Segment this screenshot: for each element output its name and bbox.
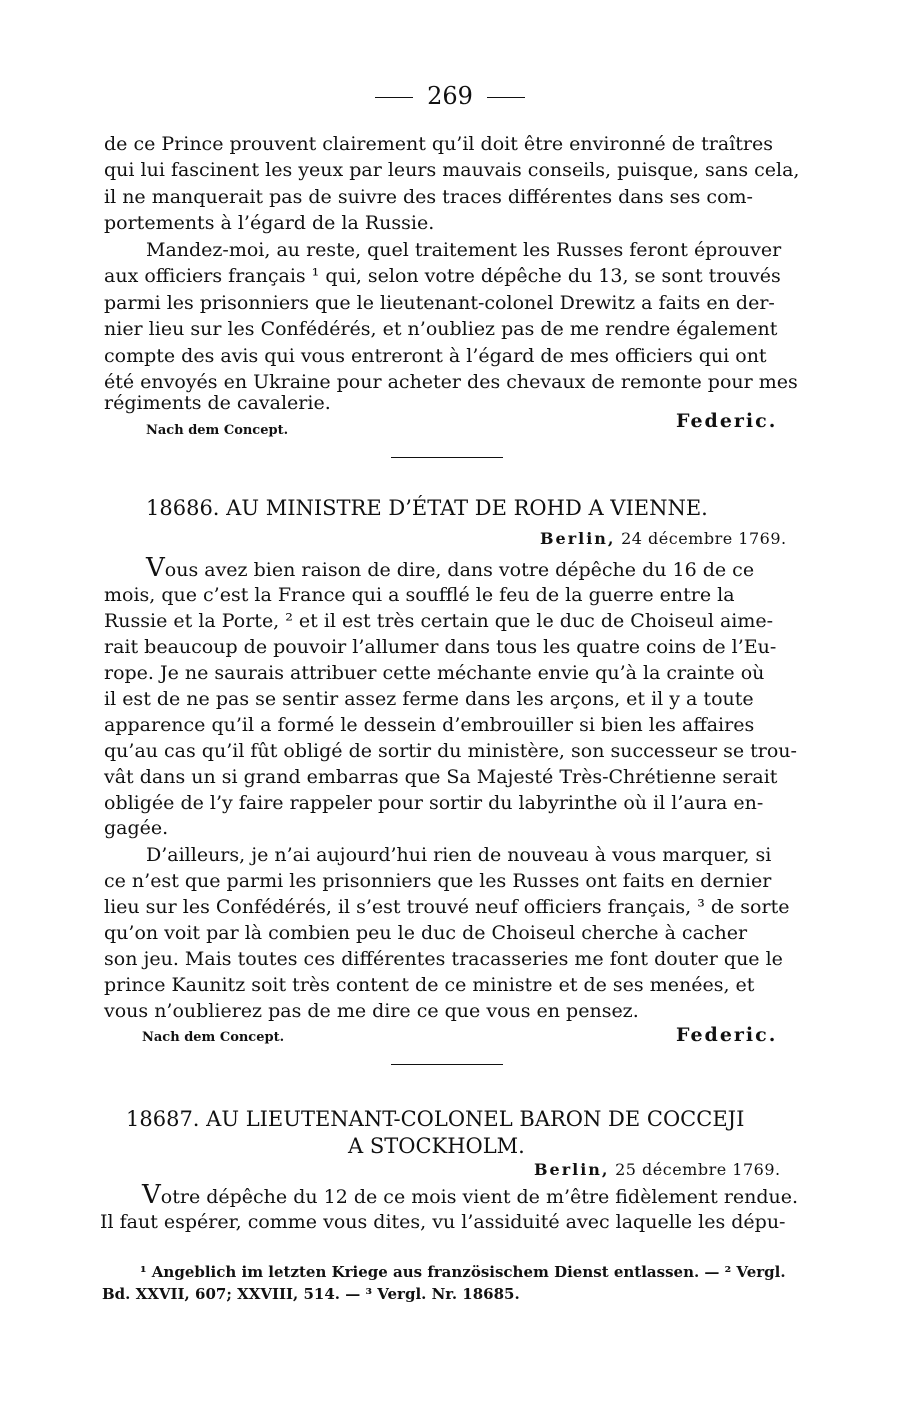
text-line: mois, que c’est la France qui a soufflé le feu de la guerre entre la: [104, 584, 735, 606]
dateline-date: 24 décembre 1769.: [621, 529, 787, 548]
text-line: otre dépêche du 12 de ce mois vient de m’être fidèlement rendue.: [160, 1186, 799, 1208]
text-line: compte des avis qui vous entreront à l’égard de mes officiers qui ont: [104, 345, 767, 367]
dateline-place: Berlin,: [534, 1160, 610, 1179]
text-line: parmi les prisonniers que le lieutenant-colonel Drewitz a faits en der-: [104, 292, 775, 314]
text-line: il ne manquerait pas de suivre des traces différentes dans ses com-: [104, 186, 753, 208]
text-line: rope. Je ne saurais attribuer cette méchante envie qu’à la crainte où: [104, 662, 765, 684]
header-dash-left: [375, 97, 413, 98]
paragraph-first-line: [146, 555, 846, 583]
text-line: ce n’est que parmi les prisonniers que les Russes ont faits en dernier: [104, 870, 772, 892]
text-line: ous avez bien raison de dire, dans votre dépêche du 16 de ce: [164, 559, 755, 581]
text-line: prince Kaunitz soit très content de ce ministre et de ses menées, et: [104, 974, 755, 996]
text-line: nier lieu sur les Confédérés, et n’oubliez pas de me rendre également: [104, 318, 778, 340]
signature: Federic.: [676, 1024, 778, 1046]
letter-title: 18686. AU MINISTRE D’ÉTAT DE ROHD A VIENNE.: [146, 496, 708, 520]
text-line: qu’au cas qu’il fût obligé de sortir du ministère, son successeur se trou-: [104, 740, 797, 762]
page-number: 269: [427, 82, 473, 110]
dateline-date: 25 décembre 1769.: [615, 1160, 781, 1179]
dateline: [534, 1160, 781, 1179]
paragraph-first-line: D’ailleurs, je n’ai aujourd’hui rien de nouveau à vous marquer, si: [146, 844, 772, 866]
text-line: qui lui fascinent les yeux par leurs mauvais conseils, puisque, sans cela,: [104, 159, 800, 181]
dateline-place: Berlin,: [540, 529, 616, 548]
footnote-line: Bd. XXVII, 607; XXVIII, 514. — ³ Vergl. Nr. 18685.: [102, 1285, 520, 1303]
header-dash-right: [487, 97, 525, 98]
letter-title: 18687. AU LIEUTENANT-COLONEL BARON DE COCCEJI: [126, 1107, 745, 1131]
section-divider: [391, 457, 503, 458]
section-divider: [391, 1064, 503, 1065]
text-line: son jeu. Mais toutes ces différentes tracasseries me font douter que le: [104, 948, 783, 970]
footnote-line: ¹ Angeblich im letzten Kriege aus französischem Dienst entlassen. — ² Vergl.: [140, 1263, 786, 1281]
signature: Federic.: [676, 410, 778, 432]
paragraph-first-line: Mandez-moi, au reste, quel traitement les Russes feront éprouver: [146, 239, 782, 261]
letter-title-line-2: A STOCKHOLM.: [348, 1134, 525, 1158]
text-line: il est de ne pas se sentir assez ferme dans les arçons, et il y a toute: [104, 688, 754, 710]
text-line: gagée.: [104, 817, 169, 839]
initial-letter: V: [146, 553, 165, 583]
text-line: portements à l’égard de la Russie.: [104, 212, 435, 234]
text-line: obligée de l’y faire rappeler pour sortir du labyrinthe où il l’aura en-: [104, 792, 764, 814]
text-line: de ce Prince prouvent clairement qu’il doit être environné de traîtres: [104, 133, 773, 155]
paragraph-first-line: [142, 1182, 842, 1210]
initial-letter: V: [142, 1180, 161, 1210]
text-line: aux officiers français ¹ qui, selon votre dépêche du 13, se sont trouvés: [104, 265, 781, 287]
dateline: [540, 529, 787, 548]
text-line: été envoyés en Ukraine pour acheter des chevaux de remonte pour mes: [104, 371, 798, 393]
source-note: Nach dem Concept.: [146, 423, 289, 438]
text-line: rait beaucoup de pouvoir l’allumer dans tous les quatre coins de l’Eu-: [104, 636, 777, 658]
text-line: lieu sur les Confédérés, il s’est trouvé neuf officiers français, ³ de sorte: [104, 896, 790, 918]
text-line: vât dans un si grand embarras que Sa Majesté Très-Chrétienne serait: [104, 766, 778, 788]
source-note: Nach dem Concept.: [142, 1030, 285, 1045]
text-line: qu’on voit par là combien peu le duc de Choiseul cherche à cacher: [104, 922, 748, 944]
page-header: [0, 82, 900, 110]
text-line: apparence qu’il a formé le dessein d’embrouiller si bien les affaires: [104, 714, 755, 736]
text-line: régiments de cavalerie.: [104, 392, 331, 414]
text-line: vous n’oublierez pas de me dire ce que vous en pensez.: [104, 1000, 639, 1022]
text-line: Il faut espérer, comme vous dites, vu l’assiduité avec laquelle les dépu-: [100, 1211, 786, 1233]
text-line: Russie et la Porte, ² et il est très certain que le duc de Choiseul aime-: [104, 610, 774, 632]
